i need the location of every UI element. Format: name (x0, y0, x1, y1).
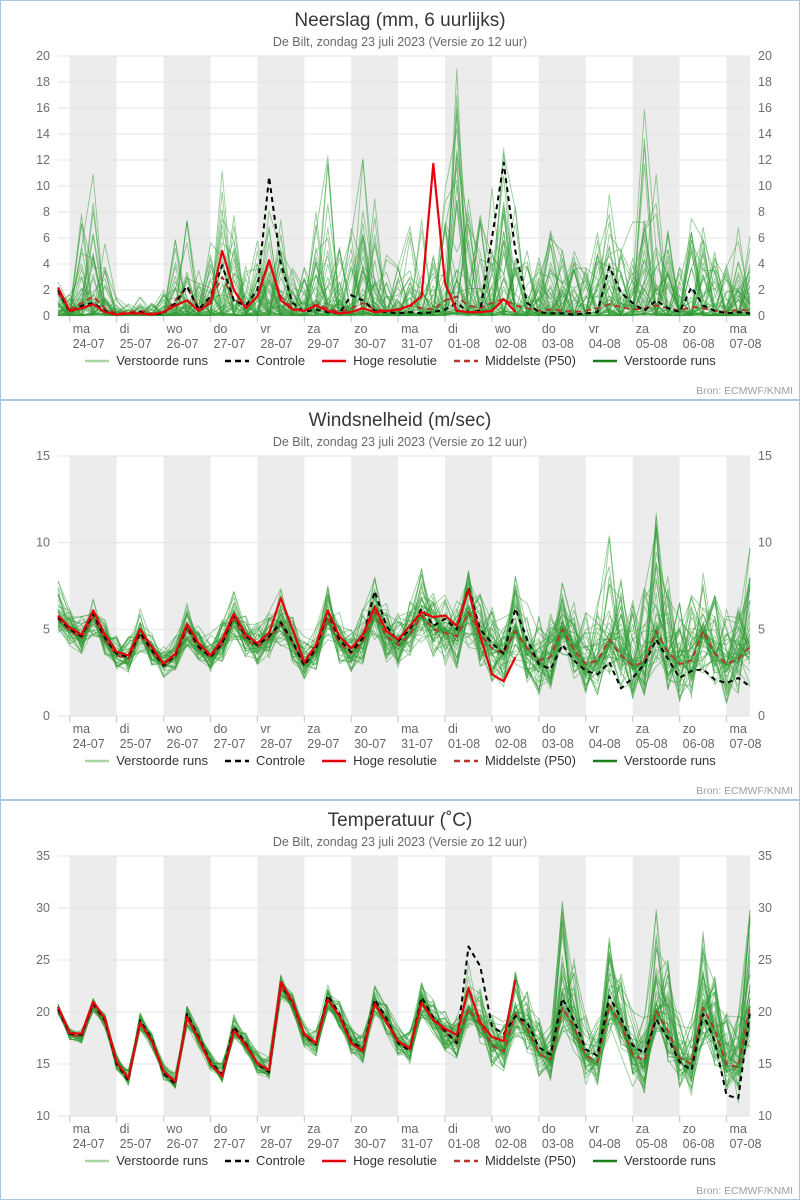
y-tick-label-left: 15 (36, 450, 50, 463)
day-of-week-label: wo (494, 722, 511, 736)
legend-line-swatch (592, 356, 618, 366)
day-of-week-label: di (119, 1122, 130, 1136)
day-of-week-label: ma (72, 1122, 91, 1136)
y-tick-label-right: 25 (758, 953, 772, 967)
day-date-label: 02-08 (494, 1137, 527, 1151)
legend-label: Verstoorde runs (116, 1153, 208, 1168)
day-of-week-label: za (635, 1122, 649, 1136)
day-of-week-label: do (541, 1122, 556, 1136)
legend-item (592, 753, 716, 768)
legend-line-swatch (224, 356, 250, 366)
y-tick-label-left: 15 (36, 1057, 50, 1071)
day-of-week-label: do (541, 722, 556, 736)
day-of-week-label: ma (729, 722, 747, 736)
legend-line-swatch (321, 356, 347, 366)
legend-item (453, 1153, 576, 1168)
day-date-label: 26-07 (166, 337, 199, 351)
legend-item (321, 753, 437, 768)
y-tick-label-left: 30 (36, 901, 50, 915)
day-date-label: 30-07 (354, 1137, 387, 1151)
legend-item (224, 353, 305, 368)
day-of-week-label: wo (166, 1122, 183, 1136)
y-tick-label-right: 0 (758, 309, 765, 323)
chart-panel-neerslag (0, 0, 800, 400)
y-tick-label-right: 20 (758, 50, 772, 63)
legend-label: Hoge resolutie (353, 1153, 437, 1168)
legend-label: Controle (255, 1153, 306, 1168)
y-tick-label-left: 10 (36, 179, 50, 193)
chart-subtitle: De Bilt, zondag 23 juli 2023 (Versie zo 12 uur) (272, 835, 528, 849)
legend-item (224, 1153, 305, 1168)
y-tick-label-left: 0 (43, 309, 50, 323)
day-date-label: 31-07 (401, 737, 434, 751)
day-of-week-label: zo (354, 322, 368, 336)
day-of-week-label: zo (682, 322, 696, 336)
y-tick-label-left: 12 (36, 153, 50, 167)
chart-panel-temperatuur (0, 800, 800, 1200)
day-band (164, 456, 211, 716)
day-of-week-label: zo (354, 722, 368, 736)
y-tick-label-left: 18 (36, 75, 50, 89)
legend-line-swatch (321, 1156, 347, 1166)
day-of-week-label: ma (72, 322, 91, 336)
legend-item (592, 353, 716, 368)
day-of-week-label: vr (588, 1122, 600, 1136)
day-of-week-label: ma (729, 322, 747, 336)
y-tick-label-right: 14 (758, 127, 772, 141)
chart-canvas (1, 450, 800, 752)
y-tick-label-right: 15 (758, 450, 772, 463)
y-tick-label-left: 2 (43, 283, 50, 297)
day-band (351, 456, 398, 716)
legend-line-swatch (321, 756, 347, 766)
day-date-label: 31-07 (401, 337, 434, 351)
day-date-label: 05-08 (635, 1137, 668, 1151)
day-date-label: 05-08 (635, 337, 668, 351)
day-of-week-label: vr (588, 322, 600, 336)
day-of-week-label: wo (166, 722, 183, 736)
day-of-week-label: ma (401, 1122, 419, 1136)
day-of-week-label: di (448, 322, 458, 336)
legend-label: Middelste (P50) (484, 753, 576, 768)
day-date-label: 30-07 (354, 337, 387, 351)
day-of-week-label: za (307, 1122, 321, 1136)
y-tick-label-left: 4 (43, 257, 50, 271)
legend-line-swatch (84, 1156, 110, 1166)
day-date-label: 01-08 (448, 1137, 481, 1151)
legend-label: Verstoorde runs (116, 353, 208, 368)
day-of-week-label: do (213, 1122, 228, 1136)
legend-label: Controle (255, 353, 306, 368)
day-date-label: 03-08 (541, 337, 574, 351)
day-of-week-label: vr (588, 722, 600, 736)
legend-line-swatch (84, 756, 110, 766)
day-of-week-label: zo (682, 722, 696, 736)
day-date-label: 05-08 (635, 737, 668, 751)
day-date-label: 30-07 (354, 737, 387, 751)
y-tick-label-left: 10 (36, 535, 50, 550)
legend-line-swatch (592, 1156, 618, 1166)
day-date-label: 28-07 (260, 1137, 293, 1151)
day-of-week-label: do (213, 322, 228, 336)
day-band (70, 856, 117, 1116)
legend-label: Middelste (P50) (484, 1153, 576, 1168)
y-tick-label-left: 25 (36, 953, 50, 967)
day-date-label: 06-08 (682, 1137, 715, 1151)
day-of-week-label: za (307, 722, 321, 736)
day-date-label: 04-08 (588, 737, 621, 751)
chart-subtitle: De Bilt, zondag 23 juli 2023 (Versie zo 12 uur) (272, 35, 528, 49)
legend-line-swatch (453, 756, 479, 766)
day-of-week-label: za (635, 722, 649, 736)
source-credit: Bron: ECMWF/KNMI (696, 1185, 793, 1197)
day-date-label: 06-08 (682, 737, 715, 751)
legend-item (592, 1153, 716, 1168)
y-tick-label-right: 16 (758, 101, 772, 115)
chart-legend (1, 353, 799, 368)
legend-item (321, 353, 437, 368)
y-tick-label-left: 6 (43, 231, 50, 245)
page-title: Neerslag (mm, 6 uurlijks) (294, 10, 506, 31)
page-title: Windsnelheid (m/sec) (308, 410, 492, 431)
legend-line-swatch (84, 356, 110, 366)
chart-canvas (1, 850, 800, 1152)
day-date-label: 24-07 (72, 737, 105, 751)
day-date-label: 06-08 (682, 337, 715, 351)
day-of-week-label: vr (260, 322, 271, 336)
day-of-week-label: za (307, 322, 321, 336)
day-date-label: 25-07 (119, 1137, 152, 1151)
day-date-label: 01-08 (448, 337, 481, 351)
source-credit: Bron: ECMWF/KNMI (696, 785, 793, 797)
y-tick-label-right: 30 (758, 901, 772, 915)
y-tick-label-right: 2 (758, 283, 765, 297)
legend-item (84, 753, 208, 768)
day-of-week-label: di (448, 1122, 458, 1136)
day-of-week-label: za (635, 322, 649, 336)
day-date-label: 04-08 (588, 337, 621, 351)
legend-label: Verstoorde runs (116, 753, 208, 768)
y-tick-label-right: 0 (758, 709, 765, 723)
day-band (70, 456, 117, 716)
y-tick-label-right: 10 (758, 535, 772, 550)
day-date-label: 02-08 (494, 337, 527, 351)
y-tick-label-right: 15 (758, 1057, 772, 1071)
y-tick-label-left: 0 (43, 709, 50, 723)
day-date-label: 27-07 (213, 1137, 246, 1151)
day-date-label: 27-07 (213, 737, 246, 751)
day-date-label: 25-07 (119, 737, 152, 751)
day-date-label: 07-08 (729, 337, 762, 351)
day-of-week-label: vr (260, 722, 271, 736)
chart-legend (1, 1153, 799, 1168)
day-of-week-label: wo (494, 1122, 511, 1136)
day-of-week-label: zo (354, 1122, 368, 1136)
y-tick-label-right: 4 (758, 257, 765, 271)
day-date-label: 02-08 (494, 737, 527, 751)
day-date-label: 24-07 (72, 337, 105, 351)
day-date-label: 28-07 (260, 737, 293, 751)
legend-label: Verstoorde runs (624, 353, 716, 368)
source-credit: Bron: ECMWF/KNMI (696, 385, 793, 397)
legend-item (453, 353, 576, 368)
day-of-week-label: di (119, 722, 130, 736)
y-tick-label-right: 18 (758, 75, 772, 89)
legend-label: Controle (255, 753, 306, 768)
day-date-label: 29-07 (307, 337, 340, 351)
day-of-week-label: ma (401, 322, 419, 336)
day-of-week-label: ma (401, 722, 419, 736)
y-tick-label-right: 5 (758, 622, 765, 637)
day-date-label: 07-08 (729, 1137, 762, 1151)
day-of-week-label: ma (729, 1122, 747, 1136)
legend-item (84, 353, 208, 368)
day-of-week-label: zo (682, 1122, 696, 1136)
legend-label: Verstoorde runs (624, 1153, 716, 1168)
legend-label: Verstoorde runs (624, 753, 716, 768)
legend-item (453, 753, 576, 768)
y-tick-label-left: 8 (43, 205, 50, 219)
legend-line-swatch (453, 1156, 479, 1166)
chart-subtitle: De Bilt, zondag 23 juli 2023 (Versie zo 12 uur) (272, 435, 528, 449)
legend-label: Middelste (P50) (484, 353, 576, 368)
y-tick-label-left: 5 (43, 622, 50, 637)
day-date-label: 31-07 (401, 1137, 434, 1151)
day-of-week-label: di (119, 322, 130, 336)
legend-item (84, 1153, 208, 1168)
day-date-label: 27-07 (213, 337, 246, 351)
chart-panel-windsnelheid (0, 400, 800, 800)
day-date-label: 07-08 (729, 737, 762, 751)
day-date-label: 29-07 (307, 737, 340, 751)
y-tick-label-left: 35 (36, 850, 50, 863)
y-tick-label-right: 10 (758, 179, 772, 193)
legend-label: Hoge resolutie (353, 353, 437, 368)
day-date-label: 03-08 (541, 1137, 574, 1151)
y-tick-label-left: 20 (36, 50, 50, 63)
y-tick-label-right: 12 (758, 153, 772, 167)
day-date-label: 04-08 (588, 1137, 621, 1151)
day-date-label: 29-07 (307, 1137, 340, 1151)
page-title: Temperatuur (˚C) (327, 810, 473, 831)
day-of-week-label: vr (260, 1122, 271, 1136)
y-tick-label-left: 20 (36, 1005, 50, 1019)
legend-label: Hoge resolutie (353, 753, 437, 768)
legend-item (321, 1153, 437, 1168)
y-tick-label-right: 8 (758, 205, 765, 219)
y-tick-label-right: 20 (758, 1005, 772, 1019)
chart-legend (1, 753, 799, 768)
day-date-label: 25-07 (119, 337, 152, 351)
day-of-week-label: do (541, 322, 556, 336)
legend-item (224, 753, 305, 768)
y-tick-label-left: 16 (36, 101, 50, 115)
legend-line-swatch (592, 756, 618, 766)
day-date-label: 03-08 (541, 737, 574, 751)
y-tick-label-right: 6 (758, 231, 765, 245)
chart-canvas (1, 50, 800, 352)
day-of-week-label: do (213, 722, 228, 736)
legend-line-swatch (224, 1156, 250, 1166)
legend-line-swatch (453, 356, 479, 366)
day-of-week-label: ma (72, 722, 91, 736)
y-tick-label-right: 35 (758, 850, 772, 863)
day-of-week-label: wo (494, 322, 511, 336)
y-tick-label-left: 10 (36, 1109, 50, 1123)
y-tick-label-right: 10 (758, 1109, 772, 1123)
day-date-label: 28-07 (260, 337, 293, 351)
day-of-week-label: di (448, 722, 458, 736)
day-date-label: 01-08 (448, 737, 481, 751)
day-date-label: 24-07 (72, 1137, 105, 1151)
y-tick-label-left: 14 (36, 127, 50, 141)
legend-line-swatch (224, 756, 250, 766)
day-date-label: 26-07 (166, 1137, 199, 1151)
day-band (257, 456, 304, 716)
day-date-label: 26-07 (166, 737, 199, 751)
day-of-week-label: wo (166, 322, 183, 336)
